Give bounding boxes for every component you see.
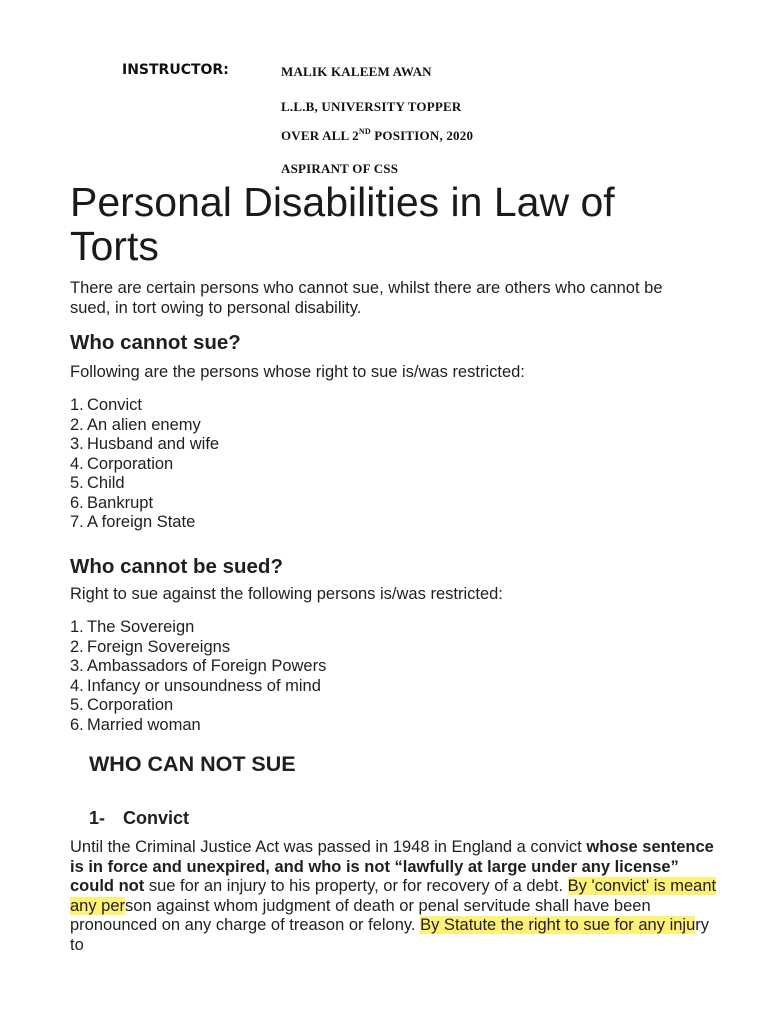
cannot-sue-list — [70, 396, 219, 533]
list-item-text: Child — [87, 474, 125, 492]
list-item-text: Corporation — [87, 696, 174, 714]
list-item-text: Bankrupt — [87, 493, 154, 512]
list-item-text: Infancy or unsoundness of mind — [87, 676, 321, 695]
list-item — [70, 396, 219, 416]
list-item-text: Corporation — [87, 454, 174, 473]
section-heading-cannot-sue: Who cannot sue? — [70, 331, 241, 354]
list-item — [70, 716, 326, 736]
page-title: Personal Disabilities in Law of Torts — [70, 179, 615, 269]
list-item — [70, 677, 326, 697]
list-item-text: Married woman — [87, 715, 201, 734]
list-item-text: Husband and wife — [87, 435, 220, 453]
list-item-number: 3. — [70, 435, 84, 453]
instructor-position: OVER ALL 2ND POSITION, 2020 — [281, 127, 474, 143]
highlight-statute: By Statute the right to sue for any inju — [420, 916, 696, 934]
list-item — [70, 435, 219, 455]
list-item-text: The Sovereign — [87, 618, 195, 636]
list-item-text: Ambassadors of Foreign Powers — [87, 657, 327, 675]
list-item-number: 1. — [70, 396, 84, 414]
intro-paragraph: There are certain persons who cannot sue, whilst there are others who cannot be sued, in tort owing to personal disability. — [70, 279, 663, 317]
section-heading-who-can-not-sue: WHO CAN NOT SUE — [89, 752, 296, 776]
instructor-name: MALIK KALEEM AWAN — [281, 64, 432, 79]
list-item-number: 1. — [70, 618, 84, 636]
list-item-number: 2. — [70, 637, 84, 656]
list-item-number: 3. — [70, 657, 84, 675]
list-item — [70, 455, 219, 475]
list-item — [70, 618, 326, 638]
section-heading-cannot-be-sued: Who cannot be sued? — [70, 555, 283, 578]
list-item-number: 5. — [70, 474, 84, 492]
subsection-heading-convict: 1- Convict — [89, 808, 190, 828]
list-item-number: 4. — [70, 454, 84, 473]
instructor-label: INSTRUCTOR: — [122, 62, 229, 78]
list-item-text: Convict — [87, 396, 143, 414]
section-lead-cannot-be-sued: Right to sue against the following persons is/was restricted: — [70, 585, 503, 603]
section-lead-cannot-sue: Following are the persons whose right to sue is/was restricted: — [70, 363, 525, 381]
list-item-text: Foreign Sovereigns — [87, 637, 231, 656]
cannot-be-sued-list — [70, 618, 326, 735]
list-item — [70, 474, 219, 494]
list-item-number: 7. — [70, 513, 84, 531]
list-item — [70, 513, 219, 533]
list-item-number: 5. — [70, 696, 84, 714]
list-item — [70, 638, 326, 658]
list-item — [70, 696, 326, 716]
highlight-convict-definition: By 'convict' is meant any per — [70, 877, 717, 915]
list-item — [70, 657, 326, 677]
instructor-qualification: L.L.B, UNIVERSITY TOPPER — [281, 99, 462, 114]
convict-paragraph: Until the Criminal Justice Act was passed in 1948 in England a convict whose sentence is in force and unexpired, and who is not “lawfully at large under any license” could not sue for an injury to his property, or for recovery of a debt. By 'convict' is meant any person against whom judgment of death or penal servitude shall have been pronounced on any charge of treason or felony. By Statute the right to sue for any injury to — [70, 838, 717, 954]
list-item-text: A foreign State — [87, 513, 196, 531]
list-item-number: 6. — [70, 493, 84, 512]
list-item-text: An alien enemy — [87, 415, 201, 434]
list-item — [70, 416, 219, 436]
list-item — [70, 494, 219, 514]
list-item-number: 2. — [70, 415, 84, 434]
list-item-number: 6. — [70, 715, 84, 734]
list-item-number: 4. — [70, 676, 84, 695]
instructor-aspirant: ASPIRANT OF CSS — [281, 161, 399, 176]
